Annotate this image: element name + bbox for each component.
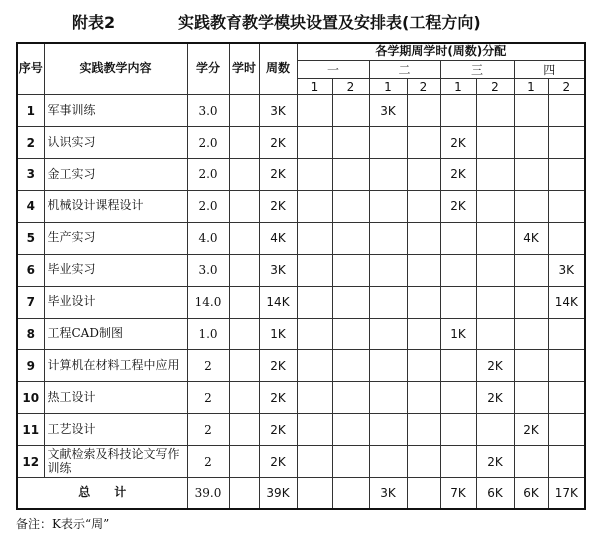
row-credit: 2.0 bbox=[187, 190, 229, 222]
total-weeks: 39K bbox=[259, 478, 297, 509]
row-hours bbox=[229, 446, 259, 478]
row-weeks: 14K bbox=[259, 286, 297, 318]
row-credit: 2 bbox=[187, 350, 229, 382]
row-term-cell bbox=[514, 446, 548, 478]
term-header: 1 bbox=[369, 78, 407, 94]
row-term-cell bbox=[297, 414, 332, 446]
row-term-cell bbox=[476, 254, 514, 286]
row-term-cell bbox=[548, 350, 585, 382]
row-term-cell bbox=[407, 350, 440, 382]
table-row bbox=[17, 158, 585, 190]
row-content: 文献检索及科技论文写作训练 bbox=[44, 446, 187, 478]
term-header: 1 bbox=[440, 78, 476, 94]
year-header: 一 bbox=[297, 60, 369, 78]
row-term-cell bbox=[297, 286, 332, 318]
table-row bbox=[17, 350, 585, 382]
row-term-cell: 2K bbox=[476, 446, 514, 478]
table-caption: 实践教育教学模块设置及安排表(工程方向) bbox=[178, 13, 481, 32]
row-index: 4 bbox=[17, 190, 44, 222]
row-term-cell bbox=[332, 95, 369, 127]
row-weeks: 2K bbox=[259, 446, 297, 478]
row-weeks: 2K bbox=[259, 190, 297, 222]
total-term-cell: 7K bbox=[440, 478, 476, 509]
term-header: 2 bbox=[407, 78, 440, 94]
row-credit: 2.0 bbox=[187, 158, 229, 190]
row-term-cell bbox=[369, 190, 407, 222]
row-content: 生产实习 bbox=[44, 222, 187, 254]
row-index: 10 bbox=[17, 382, 44, 414]
row-credit: 3.0 bbox=[187, 95, 229, 127]
row-content: 毕业实习 bbox=[44, 254, 187, 286]
row-weeks: 2K bbox=[259, 350, 297, 382]
row-term-cell bbox=[332, 286, 369, 318]
row-term-cell bbox=[514, 318, 548, 350]
row-term-cell bbox=[297, 158, 332, 190]
row-term-cell bbox=[514, 254, 548, 286]
table-row bbox=[17, 95, 585, 127]
row-term-cell bbox=[332, 254, 369, 286]
row-term-cell bbox=[440, 222, 476, 254]
row-term-cell bbox=[407, 158, 440, 190]
term-header: 2 bbox=[548, 78, 585, 94]
row-term-cell: 2K bbox=[476, 350, 514, 382]
table-title bbox=[0, 10, 589, 36]
total-term-cell: 17K bbox=[548, 478, 585, 509]
row-term-cell bbox=[332, 222, 369, 254]
row-hours bbox=[229, 286, 259, 318]
row-term-cell: 2K bbox=[440, 158, 476, 190]
row-content: 热工设计 bbox=[44, 382, 187, 414]
row-term-cell bbox=[440, 254, 476, 286]
row-term-cell: 4K bbox=[514, 222, 548, 254]
row-term-cell bbox=[476, 127, 514, 159]
row-term-cell bbox=[440, 95, 476, 127]
row-term-cell bbox=[514, 286, 548, 318]
row-hours bbox=[229, 222, 259, 254]
row-index: 11 bbox=[17, 414, 44, 446]
row-term-cell bbox=[369, 382, 407, 414]
table-number: 附表2 bbox=[72, 13, 116, 32]
row-weeks: 2K bbox=[259, 127, 297, 159]
row-term-cell bbox=[548, 190, 585, 222]
row-term-cell: 3K bbox=[548, 254, 585, 286]
row-credit: 14.0 bbox=[187, 286, 229, 318]
row-term-cell bbox=[514, 127, 548, 159]
row-term-cell bbox=[476, 158, 514, 190]
row-term-cell bbox=[476, 414, 514, 446]
row-term-cell bbox=[297, 222, 332, 254]
row-term-cell bbox=[332, 350, 369, 382]
row-term-cell bbox=[514, 158, 548, 190]
total-term-cell bbox=[332, 478, 369, 509]
row-index: 12 bbox=[17, 446, 44, 478]
row-credit: 2 bbox=[187, 414, 229, 446]
row-term-cell bbox=[332, 446, 369, 478]
total-term-cell: 6K bbox=[514, 478, 548, 509]
footnote: 备注：K表示“周” bbox=[16, 517, 110, 531]
row-term-cell bbox=[297, 95, 332, 127]
total-row bbox=[17, 478, 585, 509]
row-term-cell bbox=[369, 318, 407, 350]
table-row bbox=[17, 382, 585, 414]
table-row bbox=[17, 446, 585, 478]
row-term-cell bbox=[407, 190, 440, 222]
table-row bbox=[17, 414, 585, 446]
header-row-top bbox=[17, 43, 585, 60]
row-content: 计算机在材料工程中应用 bbox=[44, 350, 187, 382]
row-term-cell bbox=[407, 382, 440, 414]
row-term-cell bbox=[332, 382, 369, 414]
row-term-cell: 2K bbox=[514, 414, 548, 446]
row-weeks: 3K bbox=[259, 254, 297, 286]
row-index: 1 bbox=[17, 95, 44, 127]
total-hours bbox=[229, 478, 259, 509]
table-row bbox=[17, 318, 585, 350]
row-term-cell bbox=[297, 190, 332, 222]
row-term-cell: 1K bbox=[440, 318, 476, 350]
row-index: 8 bbox=[17, 318, 44, 350]
row-term-cell bbox=[548, 414, 585, 446]
row-term-cell bbox=[369, 446, 407, 478]
row-credit: 3.0 bbox=[187, 254, 229, 286]
row-hours bbox=[229, 414, 259, 446]
row-content: 工艺设计 bbox=[44, 414, 187, 446]
header-hours: 学时 bbox=[229, 43, 259, 95]
row-term-cell bbox=[407, 414, 440, 446]
table-row bbox=[17, 254, 585, 286]
row-hours bbox=[229, 350, 259, 382]
row-term-cell: 3K bbox=[369, 95, 407, 127]
row-index: 3 bbox=[17, 158, 44, 190]
row-term-cell bbox=[514, 382, 548, 414]
row-hours bbox=[229, 254, 259, 286]
row-weeks: 1K bbox=[259, 318, 297, 350]
row-term-cell bbox=[407, 446, 440, 478]
row-term-cell bbox=[476, 222, 514, 254]
year-header: 二 bbox=[369, 60, 440, 78]
row-weeks: 2K bbox=[259, 414, 297, 446]
row-term-cell bbox=[514, 190, 548, 222]
row-credit: 2 bbox=[187, 446, 229, 478]
total-term-cell bbox=[297, 478, 332, 509]
total-credit: 39.0 bbox=[187, 478, 229, 509]
row-hours bbox=[229, 95, 259, 127]
row-term-cell: 2K bbox=[476, 382, 514, 414]
row-term-cell bbox=[548, 127, 585, 159]
header-content: 实践教学内容 bbox=[44, 43, 187, 95]
row-term-cell bbox=[369, 127, 407, 159]
row-term-cell bbox=[440, 382, 476, 414]
row-content: 工程CAD制图 bbox=[44, 318, 187, 350]
practice-schedule-table bbox=[16, 42, 586, 510]
row-term-cell bbox=[440, 446, 476, 478]
row-content: 军事训练 bbox=[44, 95, 187, 127]
row-term-cell bbox=[332, 414, 369, 446]
row-term-cell bbox=[407, 318, 440, 350]
header-weeks: 周数 bbox=[259, 43, 297, 95]
year-header: 四 bbox=[514, 60, 585, 78]
row-term-cell bbox=[369, 158, 407, 190]
row-content: 认识实习 bbox=[44, 127, 187, 159]
row-term-cell bbox=[332, 158, 369, 190]
row-term-cell bbox=[476, 95, 514, 127]
row-term-cell: 2K bbox=[440, 127, 476, 159]
row-credit: 1.0 bbox=[187, 318, 229, 350]
row-content: 毕业设计 bbox=[44, 286, 187, 318]
row-hours bbox=[229, 382, 259, 414]
row-term-cell bbox=[476, 286, 514, 318]
row-term-cell bbox=[514, 350, 548, 382]
row-index: 7 bbox=[17, 286, 44, 318]
row-term-cell bbox=[440, 414, 476, 446]
header-credits: 学分 bbox=[187, 43, 229, 95]
row-term-cell bbox=[548, 318, 585, 350]
row-term-cell bbox=[476, 318, 514, 350]
row-weeks: 4K bbox=[259, 222, 297, 254]
total-term-cell: 3K bbox=[369, 478, 407, 509]
row-hours bbox=[229, 190, 259, 222]
total-label: 总 计 bbox=[17, 478, 187, 509]
row-weeks: 2K bbox=[259, 382, 297, 414]
row-term-cell bbox=[548, 446, 585, 478]
year-header: 三 bbox=[440, 60, 514, 78]
total-term-cell: 6K bbox=[476, 478, 514, 509]
table-row bbox=[17, 286, 585, 318]
term-header: 1 bbox=[297, 78, 332, 94]
row-weeks: 3K bbox=[259, 95, 297, 127]
row-term-cell bbox=[297, 127, 332, 159]
row-term-cell: 14K bbox=[548, 286, 585, 318]
row-term-cell bbox=[297, 254, 332, 286]
row-content: 机械设计课程设计 bbox=[44, 190, 187, 222]
row-term-cell bbox=[297, 350, 332, 382]
row-index: 9 bbox=[17, 350, 44, 382]
table-row bbox=[17, 127, 585, 159]
row-index: 2 bbox=[17, 127, 44, 159]
row-hours bbox=[229, 158, 259, 190]
row-term-cell bbox=[440, 350, 476, 382]
row-term-cell bbox=[369, 254, 407, 286]
row-term-cell bbox=[548, 158, 585, 190]
row-term-cell bbox=[332, 318, 369, 350]
row-term-cell bbox=[407, 254, 440, 286]
table-row bbox=[17, 222, 585, 254]
row-term-cell bbox=[514, 95, 548, 127]
term-header: 2 bbox=[332, 78, 369, 94]
row-term-cell bbox=[440, 286, 476, 318]
row-hours bbox=[229, 318, 259, 350]
header-index: 序号 bbox=[17, 43, 44, 95]
row-hours bbox=[229, 127, 259, 159]
term-header: 2 bbox=[476, 78, 514, 94]
row-term-cell bbox=[297, 446, 332, 478]
term-header: 1 bbox=[514, 78, 548, 94]
row-weeks: 2K bbox=[259, 158, 297, 190]
row-term-cell bbox=[548, 95, 585, 127]
row-term-cell bbox=[476, 190, 514, 222]
row-term-cell bbox=[407, 222, 440, 254]
header-distribution: 各学期周学时(周数)分配 bbox=[297, 43, 585, 60]
row-index: 5 bbox=[17, 222, 44, 254]
row-term-cell bbox=[407, 286, 440, 318]
table-row bbox=[17, 190, 585, 222]
row-term-cell bbox=[369, 222, 407, 254]
row-content: 金工实习 bbox=[44, 158, 187, 190]
row-credit: 2.0 bbox=[187, 127, 229, 159]
row-term-cell bbox=[297, 382, 332, 414]
total-term-cell bbox=[407, 478, 440, 509]
row-term-cell bbox=[407, 95, 440, 127]
row-term-cell bbox=[369, 286, 407, 318]
row-term-cell bbox=[297, 318, 332, 350]
row-term-cell: 2K bbox=[440, 190, 476, 222]
row-credit: 2 bbox=[187, 382, 229, 414]
row-term-cell bbox=[407, 127, 440, 159]
row-credit: 4.0 bbox=[187, 222, 229, 254]
row-index: 6 bbox=[17, 254, 44, 286]
row-term-cell bbox=[332, 190, 369, 222]
row-term-cell bbox=[548, 382, 585, 414]
row-term-cell bbox=[369, 350, 407, 382]
row-term-cell bbox=[332, 127, 369, 159]
row-term-cell bbox=[548, 222, 585, 254]
row-term-cell bbox=[369, 414, 407, 446]
